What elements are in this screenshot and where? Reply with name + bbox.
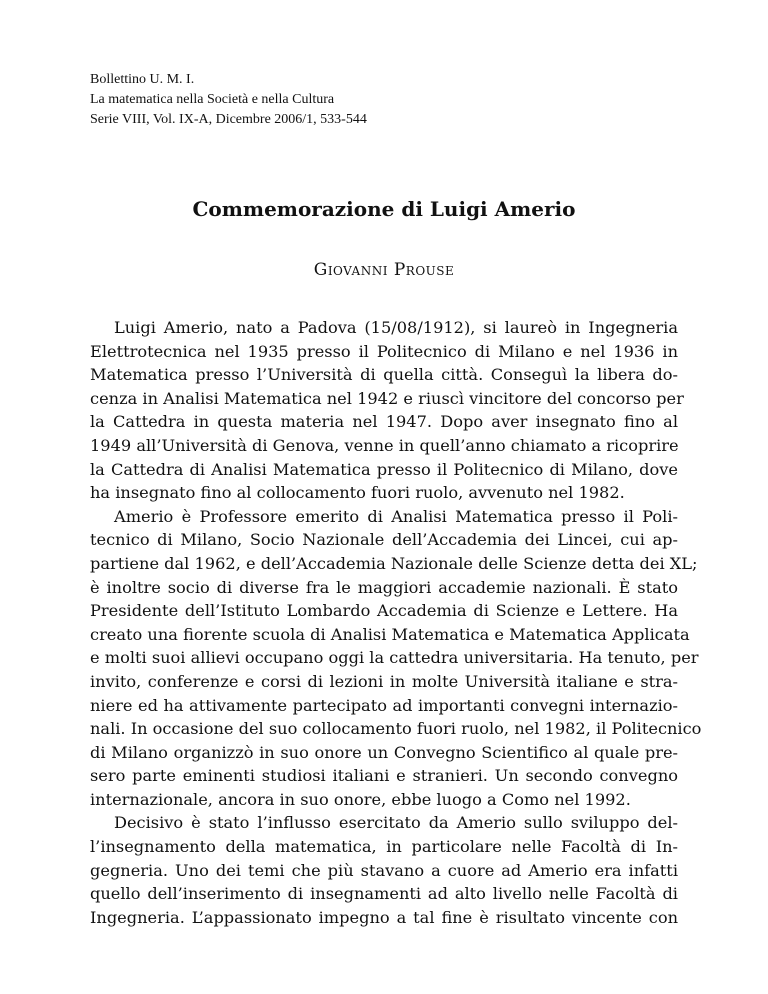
journal-volume-info: Serie VIII, Vol. IX-A, Dicembre 2006/1, 533-544: [90, 112, 367, 127]
text-line: Matematica presso l’Università di quella città. Conseguì la libera do-: [90, 365, 678, 385]
text-line: internazionale, ancora in suo onore, ebbe luogo a Como nel 1992.: [90, 789, 631, 809]
text-line: ha insegnato fino al collocamento fuori ruolo, avvenuto nel 1982.: [90, 483, 625, 503]
text-line: Elettrotecnica nel 1935 presso il Politecnico di Milano e nel 1936 in: [90, 341, 678, 361]
paragraph-2: [90, 505, 702, 812]
text-line: quello dell’inserimento di insegnamenti ad alto livello nelle Facoltà di: [90, 884, 678, 904]
text-line: niere ed ha attivamente partecipato ad importanti convegni internazio-: [90, 695, 678, 715]
text-line: gegneria. Uno dei temi che più stavano a cuore ad Amerio era infatti: [90, 860, 678, 880]
article-title: Commemorazione di Luigi Amerio: [192, 197, 576, 221]
text-line: partiene dal 1962, e dell’Accademia Nazionale delle Scienze detta dei XL;: [90, 553, 698, 573]
text-line: 1949 all’Università di Genova, venne in quell’anno chiamato a ricoprire: [90, 435, 679, 455]
text-line: cenza in Analisi Matematica nel 1942 e riuscì vincitore del concorso per: [90, 388, 684, 408]
text-line: invito, conferenze e corsi di lezioni in molte Università italiane e stra-: [90, 671, 678, 691]
text-line: sero parte eminenti studiosi italiani e stranieri. Un secondo convegno: [90, 766, 678, 786]
text-line: l’insegnamento della matematica, in particolare nelle Facoltà di In-: [90, 837, 678, 857]
text-line: creato una fiorente scuola di Analisi Matematica e Matematica Applicata: [90, 624, 690, 644]
article-body: [90, 316, 702, 929]
paragraph-3: [90, 811, 678, 929]
text-line: e molti suoi allievi occupano oggi la cattedra universitaria. Ha tenuto, per: [90, 648, 699, 668]
article-author: Giovanni Prouse: [313, 260, 455, 280]
journal-header: [90, 70, 367, 130]
text-line: Presidente dell’Istituto Lombardo Accademia di Scienze e Lettere. Ha: [90, 601, 678, 621]
journal-name: Bollettino U. M. I.: [90, 72, 195, 87]
text-line: è inoltre socio di diverse fra le maggiori accademie nazionali. È stato: [90, 577, 678, 597]
text-line: nali. In occasione del suo collocamento fuori ruolo, nel 1982, il Politecnico: [90, 719, 702, 739]
text-line: la Cattedra in questa materia nel 1947. Dopo aver insegnato fino al: [90, 412, 678, 432]
text-line: la Cattedra di Analisi Matematica presso il Politecnico di Milano, dove: [90, 459, 678, 479]
paragraph-1: [90, 316, 684, 505]
text-line: Amerio è Professore emerito di Analisi Matematica presso il Poli-: [114, 506, 678, 526]
text-line: di Milano organizzò in suo onore un Convegno Scientifico al quale pre-: [90, 742, 678, 762]
text-line: Decisivo è stato l’influsso esercitato da Amerio sullo sviluppo del-: [114, 813, 678, 833]
journal-section: La matematica nella Società e nella Cultura: [90, 92, 335, 107]
text-line: tecnico di Milano, Socio Nazionale dell’Accademia dei Lincei, cui ap-: [90, 530, 678, 550]
text-line: Luigi Amerio, nato a Padova (15/08/1912), si laureò in Ingegneria: [114, 318, 678, 337]
text-line: Ingegneria. L’appassionato impegno a tal fine è risultato vincente con: [90, 907, 678, 927]
